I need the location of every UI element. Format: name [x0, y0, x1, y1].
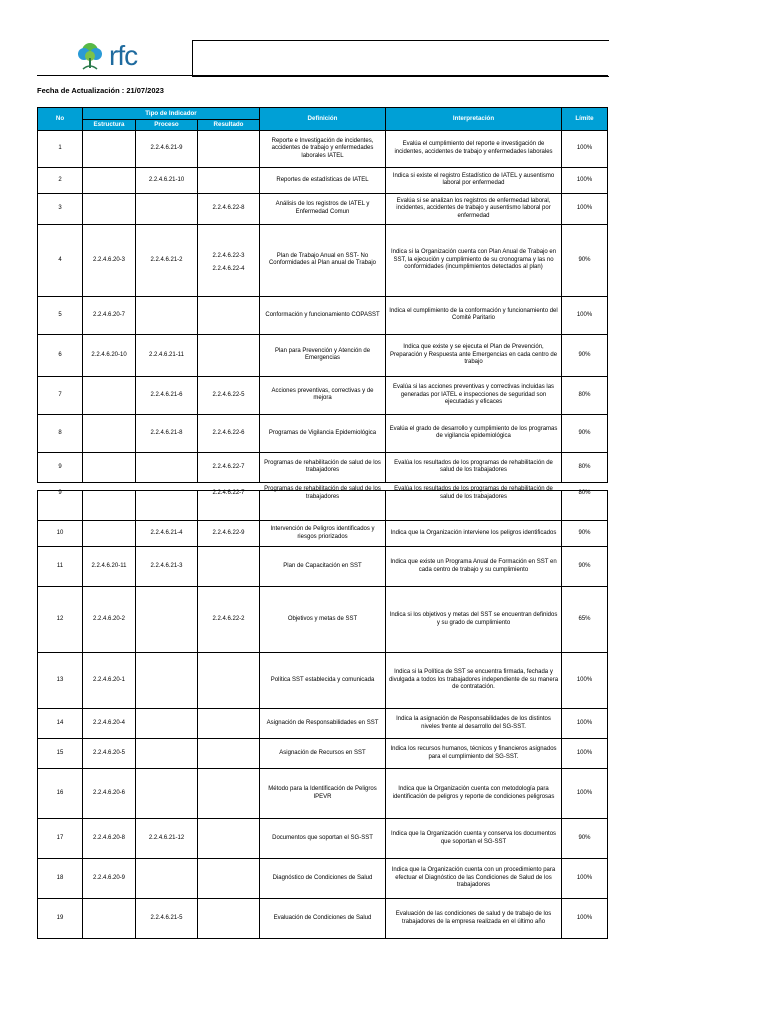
- interpretacion-text: Indica la asignación de Responsabilidades de los distintos niveles frente al desarrollo del SG-SST.: [386, 709, 562, 739]
- definicion-text: Documentos que soportan el SG-SST: [260, 819, 386, 859]
- resultado-code: [198, 859, 260, 899]
- resultado-code: [198, 739, 260, 769]
- definicion-text: Objetivos y metas de SST: [260, 587, 386, 653]
- col-definicion: Definición: [260, 108, 386, 131]
- definicion-text: Plan de Capacitación en SST: [260, 547, 386, 587]
- estructura-code: [83, 479, 136, 509]
- definicion-text: Diagnóstico de Condiciones de Salud: [260, 859, 386, 899]
- resultado-code: 2.2.4.6.22-7: [198, 479, 260, 509]
- col-interpretacion: Interpretación: [386, 108, 562, 131]
- row-number: 10: [38, 521, 83, 547]
- limite-value: 80%: [562, 376, 608, 414]
- interpretacion-text: Indica si la Política de SST se encuentra firmada, fechada y divulgada a todos los trabajadores independiente de su manera de contratación.: [386, 653, 562, 709]
- row-number: 9: [38, 452, 83, 482]
- tree-icon: [75, 41, 105, 71]
- interpretacion-text: Indica el cumplimiento de la conformación y funcionamiento del Comité Paritario: [386, 296, 562, 334]
- proceso-code: 2.2.4.6.21-3: [136, 547, 198, 587]
- row-number: 2: [38, 167, 83, 193]
- resultado-code: [198, 547, 260, 587]
- definicion-text: Reporte e Investigación de incidentes, accidentes de trabajo y enfermedades laborales IATEL: [260, 130, 386, 167]
- proceso-code: 2.2.4.6.21-12: [136, 819, 198, 859]
- definicion-text: Programas de Vigilancia Epidemiológica: [260, 414, 386, 452]
- interpretacion-text: Indica que existe y se ejecuta el Plan de Prevención, Preparación y Respuesta ante Emergencias en cada centro de trabajo: [386, 334, 562, 376]
- estructura-code: [83, 130, 136, 167]
- estructura-code: [83, 414, 136, 452]
- proceso-code: [136, 859, 198, 899]
- limite-value: 100%: [562, 739, 608, 769]
- company-logo: [75, 40, 137, 72]
- row-number: 18: [38, 859, 83, 899]
- table-row: [38, 334, 608, 376]
- table-row: [38, 899, 608, 939]
- interpretacion-text: Indica si existe el registro Estadístico de IATEL y ausentismo laboral por enfermedad: [386, 167, 562, 193]
- table-row: [38, 376, 608, 414]
- estructura-code: [83, 376, 136, 414]
- limite-value: 100%: [562, 899, 608, 939]
- definicion-text: Plan para Prevención y Atención de Emergencias: [260, 334, 386, 376]
- resultado-code: [198, 224, 260, 296]
- interpretacion-text: Indica que la Organización interviene los peligros identificados: [386, 521, 562, 547]
- table-row: [38, 224, 608, 296]
- row-number: 9: [38, 479, 83, 509]
- interpretacion-text: Evalúa si se analizan los registros de enfermedad laboral, incidentes, accidentes de trabajo y ausentismo laboral por enfermedad: [386, 193, 562, 224]
- proceso-code: 2.2.4.6.21-2: [136, 224, 198, 296]
- resultado-code: [198, 819, 260, 859]
- resultado-code: 2.2.4.6.22-6: [198, 414, 260, 452]
- col-proceso: Proceso: [136, 120, 198, 131]
- interpretacion-text: Indica los recursos humanos, técnicos y financieros asignados para el cumplimiento del SG-SST.: [386, 739, 562, 769]
- resultado-code: 2.2.4.6.22-2: [198, 587, 260, 653]
- table-row: [38, 193, 608, 224]
- definicion-text: Método para la Identificación de Peligros IPEVR: [260, 769, 386, 819]
- interpretacion-text: Indica si los objetivos y metas del SST se encuentran definidos y su grado de cumplimiento: [386, 587, 562, 653]
- estructura-code: 2.2.4.6.20-8: [83, 819, 136, 859]
- limite-value: 90%: [562, 819, 608, 859]
- table-row-continued: [38, 479, 608, 509]
- resultado-code: [198, 296, 260, 334]
- col-tipo: Tipo de Indicador: [83, 108, 260, 120]
- limite-value: 100%: [562, 709, 608, 739]
- interpretacion-text: Evalúa el grado de desarrollo y cumplimiento de los programas de vigilancia epidemiológica: [386, 414, 562, 452]
- limite-value: 80%: [562, 479, 608, 509]
- definicion-text: Plan de Trabajo Anual en SST- No Conformidades al Plan anual de Trabajo: [260, 224, 386, 296]
- estructura-code: 2.2.4.6.20-6: [83, 769, 136, 819]
- resultado-code: [198, 769, 260, 819]
- limite-value: 100%: [562, 296, 608, 334]
- row-number: 17: [38, 819, 83, 859]
- estructura-code: [83, 521, 136, 547]
- table-row: [38, 587, 608, 653]
- definicion-text: Acciones preventivas, correctivas y de mejora: [260, 376, 386, 414]
- estructura-code: 2.2.4.6.20-10: [83, 334, 136, 376]
- resultado-code: 2.2.4.6.22-5: [198, 376, 260, 414]
- limite-value: 65%: [562, 587, 608, 653]
- row-number: 3: [38, 193, 83, 224]
- estructura-code: 2.2.4.6.20-2: [83, 587, 136, 653]
- proceso-code: [136, 587, 198, 653]
- definicion-text: Asignación de Responsabilidades en SST: [260, 709, 386, 739]
- resultado-code: 2.2.4.6.22-3: [212, 252, 245, 259]
- proceso-code: [136, 739, 198, 769]
- row-number: 15: [38, 739, 83, 769]
- estructura-code: 2.2.4.6.20-5: [83, 739, 136, 769]
- limite-value: 90%: [562, 414, 608, 452]
- interpretacion-text: Evaluación de las condiciones de salud y de trabajo de los trabajadores de la empresa realizada en el último año: [386, 899, 562, 939]
- limite-value: 90%: [562, 547, 608, 587]
- estructura-code: [83, 899, 136, 939]
- resultado-code: [198, 653, 260, 709]
- proceso-code: 2.2.4.6.21-11: [136, 334, 198, 376]
- definicion-text: Intervención de Peligros identificados y riesgos priorizados: [260, 521, 386, 547]
- proceso-code: [136, 653, 198, 709]
- estructura-code: [83, 167, 136, 193]
- logo-text: rfc: [109, 40, 138, 71]
- interpretacion-text: Indica si la Organización cuenta con Plan Anual de Trabajo en SST, la ejecución y cumplimiento de su cronograma y las no conformidades (incumplimientos detectados al plan): [386, 224, 562, 296]
- proceso-code: [136, 709, 198, 739]
- proceso-code: [136, 296, 198, 334]
- table-row: [38, 819, 608, 859]
- definicion-text: Conformación y funcionamiento COPASST: [260, 296, 386, 334]
- estructura-code: 2.2.4.6.20-3: [83, 224, 136, 296]
- resultado-code: [198, 709, 260, 739]
- table-row: [38, 739, 608, 769]
- interpretacion-text: Indica que la Organización cuenta con metodología para identificación de peligros y reporte de condiciones peligrosas: [386, 769, 562, 819]
- row-number: 5: [38, 296, 83, 334]
- proceso-code: 2.2.4.6.21-10: [136, 167, 198, 193]
- limite-value: 90%: [562, 334, 608, 376]
- definicion-text: Asignación de Recursos en SST: [260, 739, 386, 769]
- resultado-code: 2.2.4.6.22-8: [198, 193, 260, 224]
- row-number: 6: [38, 334, 83, 376]
- resultado-code: [198, 167, 260, 193]
- resultado-code: 2.2.4.6.22-9: [198, 521, 260, 547]
- table-row: [38, 859, 608, 899]
- table-row: [38, 769, 608, 819]
- table-row: [38, 296, 608, 334]
- table-row: [38, 130, 608, 167]
- resultado-code: [198, 334, 260, 376]
- definicion-text: Evaluación de Condiciones de Salud: [260, 899, 386, 939]
- definicion-text: Programas de rehabilitación de salud de los trabajadores: [260, 452, 386, 482]
- estructura-code: 2.2.4.6.20-4: [83, 709, 136, 739]
- interpretacion-text: Indica que la Organización cuenta con un procedimiento para efectuar el Diagnóstico de las Condiciones de Salud de los trabajadores: [386, 859, 562, 899]
- row-number: 13: [38, 653, 83, 709]
- col-limite: Límite: [562, 108, 608, 131]
- update-date: Fecha de Actualización : 21/07/2023: [37, 86, 164, 95]
- limite-value: 100%: [562, 130, 608, 167]
- limite-value: 100%: [562, 167, 608, 193]
- limite-value: 100%: [562, 769, 608, 819]
- table-row: [38, 547, 608, 587]
- proceso-code: [136, 769, 198, 819]
- estructura-code: 2.2.4.6.20-9: [83, 859, 136, 899]
- definicion-text: Política SST establecida y comunicada: [260, 653, 386, 709]
- indicator-table-continued: [37, 486, 608, 939]
- proceso-code: [136, 193, 198, 224]
- proceso-code: 2.2.4.6.21-8: [136, 414, 198, 452]
- proceso-code: [136, 479, 198, 509]
- row-number: 7: [38, 376, 83, 414]
- resultado-code: [198, 130, 260, 167]
- limite-value: 100%: [562, 653, 608, 709]
- estructura-code: [83, 193, 136, 224]
- limite-value: 100%: [562, 193, 608, 224]
- row-number: 19: [38, 899, 83, 939]
- col-resultado: Resultado: [198, 120, 260, 131]
- limite-value: 90%: [562, 224, 608, 296]
- row-number: 16: [38, 769, 83, 819]
- resultado-code: [198, 899, 260, 939]
- row-number: 14: [38, 709, 83, 739]
- definicion-text: Análisis de los registros de IATEL y Enfermedad Comun: [260, 193, 386, 224]
- row-number: 12: [38, 587, 83, 653]
- page-2: [0, 486, 768, 1024]
- proceso-code: 2.2.4.6.21-9: [136, 130, 198, 167]
- row-number: 4: [38, 224, 83, 296]
- estructura-code: 2.2.4.6.20-1: [83, 653, 136, 709]
- row-number: 8: [38, 414, 83, 452]
- row-number: 1: [38, 130, 83, 167]
- interpretacion-text: Evalúa el cumplimiento del reporte e investigación de incidentes, accidentes de trabajo y enfermedades laborales: [386, 130, 562, 167]
- row-number: 11: [38, 547, 83, 587]
- table-row: [38, 414, 608, 452]
- definicion-text: Reportes de estadísticas de IATEL: [260, 167, 386, 193]
- resultado-code-2: 2.2.4.6.22-4: [212, 266, 245, 273]
- estructura-code: 2.2.4.6.20-11: [83, 547, 136, 587]
- limite-value: 100%: [562, 859, 608, 899]
- indicator-table: [37, 107, 608, 483]
- proceso-code: 2.2.4.6.21-4: [136, 521, 198, 547]
- resultado-code: 2.2.4.6.22-7: [198, 452, 260, 482]
- limite-value: 90%: [562, 521, 608, 547]
- definicion-text: Programas de rehabilitación de salud de los trabajadores: [260, 479, 386, 509]
- interpretacion-text: Indica que existe un Programa Anual de Formación en SST en cada centro de trabajo y su cumplimiento: [386, 547, 562, 587]
- table-row: [38, 167, 608, 193]
- interpretacion-text: Evalúa si las acciones preventivas y correctivas incluidas las generadas por IATEL e inspecciones de seguridad son ejecutadas y eficaces: [386, 376, 562, 414]
- proceso-code: 2.2.4.6.21-5: [136, 899, 198, 939]
- col-no: No: [38, 108, 83, 131]
- interpretacion-text: Indica que la Organización cuenta y conserva los documentos que soportan el SG-SST: [386, 819, 562, 859]
- table-row: [38, 709, 608, 739]
- table-row: [38, 653, 608, 709]
- col-estructura: Estructura: [83, 120, 136, 131]
- estructura-code: 2.2.4.6.20-7: [83, 296, 136, 334]
- header-divider: [37, 75, 608, 76]
- interpretacion-text: Evalúa los resultados de los programas de rehabilitación de salud de los trabajadores: [386, 479, 562, 509]
- header-box: [192, 40, 609, 77]
- interpretacion-text: Evalúa los resultados de los programas de rehabilitación de salud de los trabajadores: [386, 452, 562, 482]
- page-1: [0, 0, 768, 490]
- proceso-code: 2.2.4.6.21-6: [136, 376, 198, 414]
- table-row: [38, 521, 608, 547]
- limite-value: 80%: [562, 452, 608, 482]
